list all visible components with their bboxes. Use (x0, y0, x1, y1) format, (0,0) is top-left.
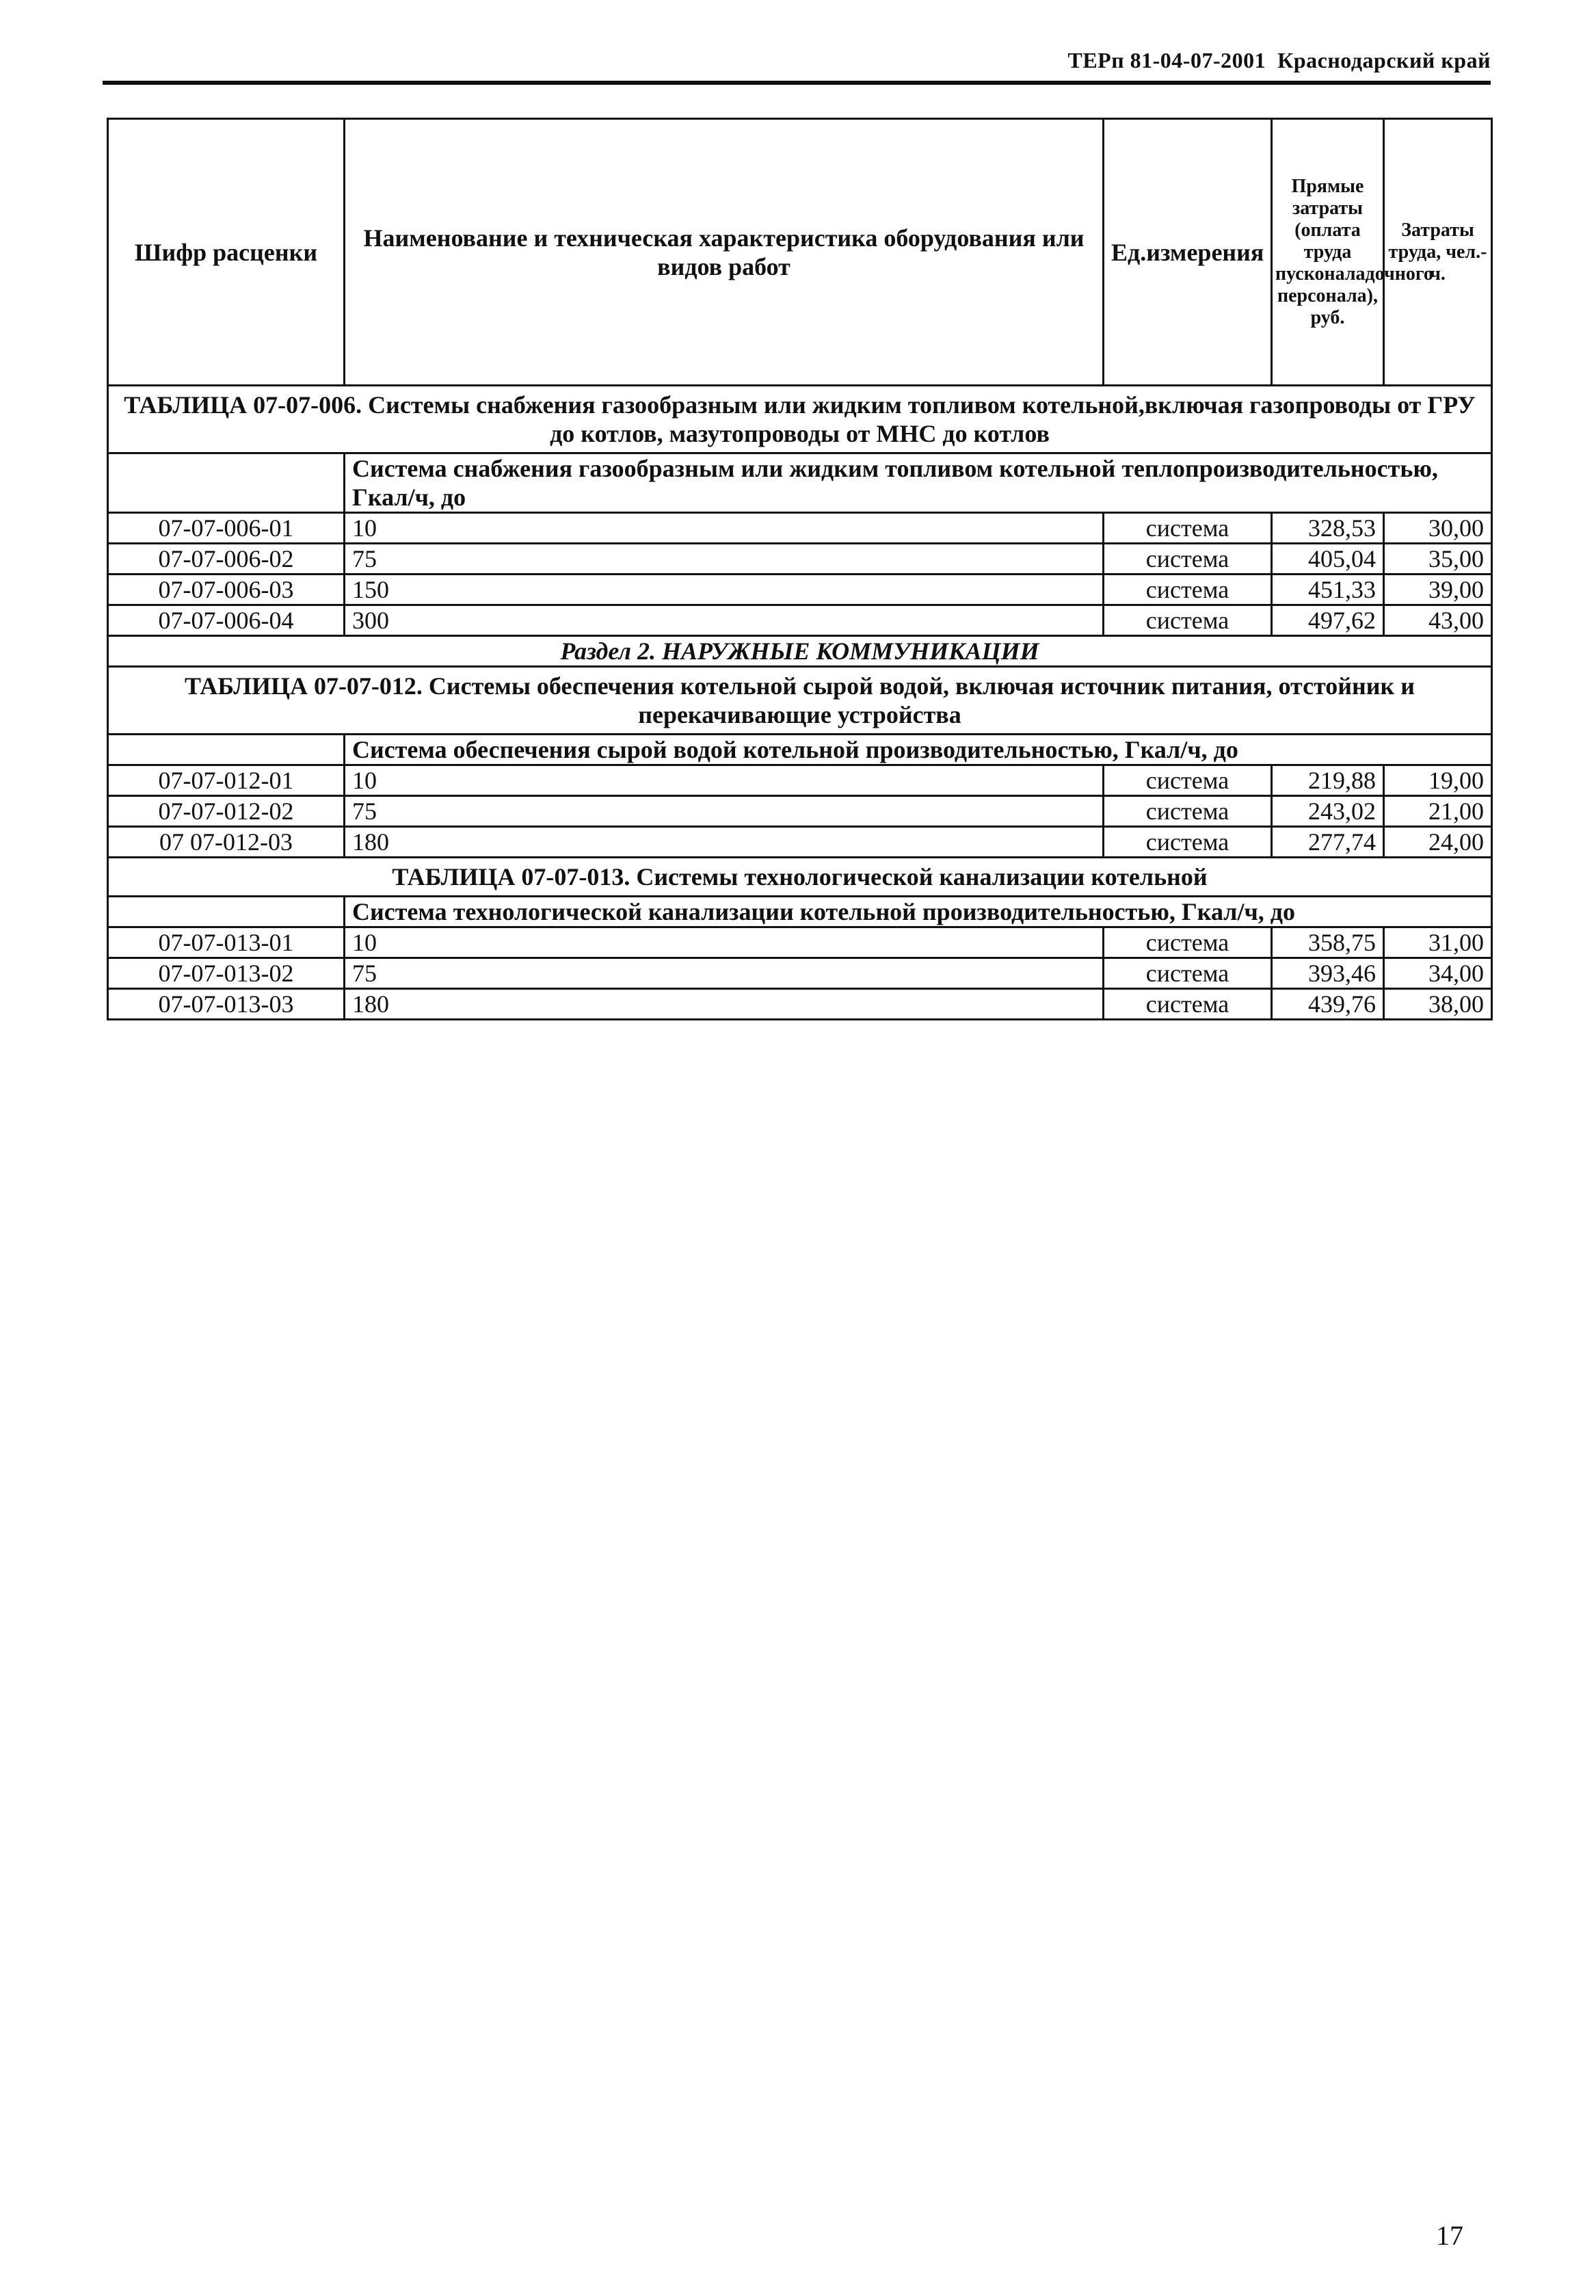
rate-name: 180 (345, 989, 1104, 1020)
rate-labor: 38,00 (1384, 989, 1492, 1020)
table-row (108, 927, 1492, 958)
rate-labor: 30,00 (1384, 513, 1492, 544)
region-name: Краснодарский край (1277, 48, 1491, 72)
col-header-labor: Затраты труда, чел.-ч. (1384, 119, 1492, 386)
rate-unit: система (1104, 796, 1272, 827)
rate-name: 75 (345, 544, 1104, 575)
rate-code: 07-07-012-01 (108, 765, 345, 796)
rate-cost: 405,04 (1272, 544, 1384, 575)
rate-unit: система (1104, 513, 1272, 544)
rate-code: 07-07-012-02 (108, 796, 345, 827)
table-row (108, 575, 1492, 605)
header-rule (103, 81, 1491, 85)
col-header-unit: Ед.измерения (1104, 119, 1272, 386)
rate-cost: 277,74 (1272, 827, 1384, 858)
rate-cost: 243,02 (1272, 796, 1384, 827)
table-006-caption: ТАБЛИЦА 07-07-006. Системы снабжения газообразным или жидким топливом котельной,включая газопроводы от ГРУ до котлов, мазутопроводы от МНС до котлов (108, 386, 1492, 453)
rate-name: 10 (345, 765, 1104, 796)
rate-labor: 43,00 (1384, 605, 1492, 636)
rate-cost: 439,76 (1272, 989, 1384, 1020)
document-id: ТЕРп 81-04-07-2001 (1067, 48, 1266, 72)
rate-code: 07-07-006-03 (108, 575, 345, 605)
rate-name: 300 (345, 605, 1104, 636)
table-013-caption: ТАБЛИЦА 07-07-013. Системы технологической канализации котельной (108, 858, 1492, 897)
rate-cost: 358,75 (1272, 927, 1384, 958)
rate-unit: система (1104, 765, 1272, 796)
table-012-caption: ТАБЛИЦА 07-07-012. Системы обеспечения котельной сырой водой, включая источник питания, отстойник и перекачивающие устройства (108, 667, 1492, 735)
rate-code: 07-07-006-04 (108, 605, 345, 636)
rate-unit: система (1104, 544, 1272, 575)
rate-code: 07 07-012-03 (108, 827, 345, 858)
rate-code: 07-07-013-03 (108, 989, 345, 1020)
subheader-row (108, 453, 1492, 513)
table-row (108, 605, 1492, 636)
section-row (108, 636, 1492, 667)
table-row (108, 765, 1492, 796)
rate-code: 07-07-006-01 (108, 513, 345, 544)
table-row (108, 796, 1492, 827)
rate-unit: система (1104, 958, 1272, 989)
rate-name: 180 (345, 827, 1104, 858)
table-row (108, 827, 1492, 858)
rates-table (107, 118, 1493, 1020)
rate-labor: 31,00 (1384, 927, 1492, 958)
table-caption-row (108, 858, 1492, 897)
rate-code: 07-07-006-02 (108, 544, 345, 575)
rate-unit: система (1104, 989, 1272, 1020)
rate-code: 07-07-013-01 (108, 927, 345, 958)
subheader-row (108, 735, 1492, 765)
table-caption-row (108, 386, 1492, 453)
rate-unit: система (1104, 927, 1272, 958)
rate-unit: система (1104, 575, 1272, 605)
rate-name: 75 (345, 796, 1104, 827)
table-caption-row (108, 667, 1492, 735)
rate-labor: 19,00 (1384, 765, 1492, 796)
rate-cost: 451,33 (1272, 575, 1384, 605)
table-header-row (108, 119, 1492, 386)
rate-name: 150 (345, 575, 1104, 605)
rate-labor: 34,00 (1384, 958, 1492, 989)
section-title: Раздел 2. НАРУЖНЫЕ КОММУНИКАЦИИ (108, 636, 1492, 667)
rate-cost: 497,62 (1272, 605, 1384, 636)
table-row (108, 544, 1492, 575)
table-013-subheader: Система технологической канализации котельной производительностью, Гкал/ч, до (345, 897, 1492, 927)
rate-cost: 219,88 (1272, 765, 1384, 796)
table-row (108, 958, 1492, 989)
table-row (108, 989, 1492, 1020)
rate-labor: 39,00 (1384, 575, 1492, 605)
table-row (108, 513, 1492, 544)
col-header-name: Наименование и техническая характеристика оборудования или видов работ (345, 119, 1104, 386)
rate-labor: 24,00 (1384, 827, 1492, 858)
rate-labor: 21,00 (1384, 796, 1492, 827)
rate-name: 10 (345, 927, 1104, 958)
rate-unit: система (1104, 605, 1272, 636)
col-header-direct-costs: Прямые затраты (оплата труда пусконаладочного персонала), руб. (1272, 119, 1384, 386)
table-012-subheader: Система обеспечения сырой водой котельной производительностью, Гкал/ч, до (345, 735, 1492, 765)
rate-unit: система (1104, 827, 1272, 858)
subheader-row (108, 897, 1492, 927)
rate-labor: 35,00 (1384, 544, 1492, 575)
rate-cost: 393,46 (1272, 958, 1384, 989)
rate-code: 07-07-013-02 (108, 958, 345, 989)
rate-name: 75 (345, 958, 1104, 989)
table-006-subheader: Система снабжения газообразным или жидким топливом котельной теплопроизводительностью, Гкал/ч, до (345, 453, 1492, 513)
running-header (1039, 48, 1491, 73)
rate-name: 10 (345, 513, 1104, 544)
rate-cost: 328,53 (1272, 513, 1384, 544)
col-header-code: Шифр расценки (108, 119, 345, 386)
page-number: 17 (1436, 2220, 1463, 2251)
